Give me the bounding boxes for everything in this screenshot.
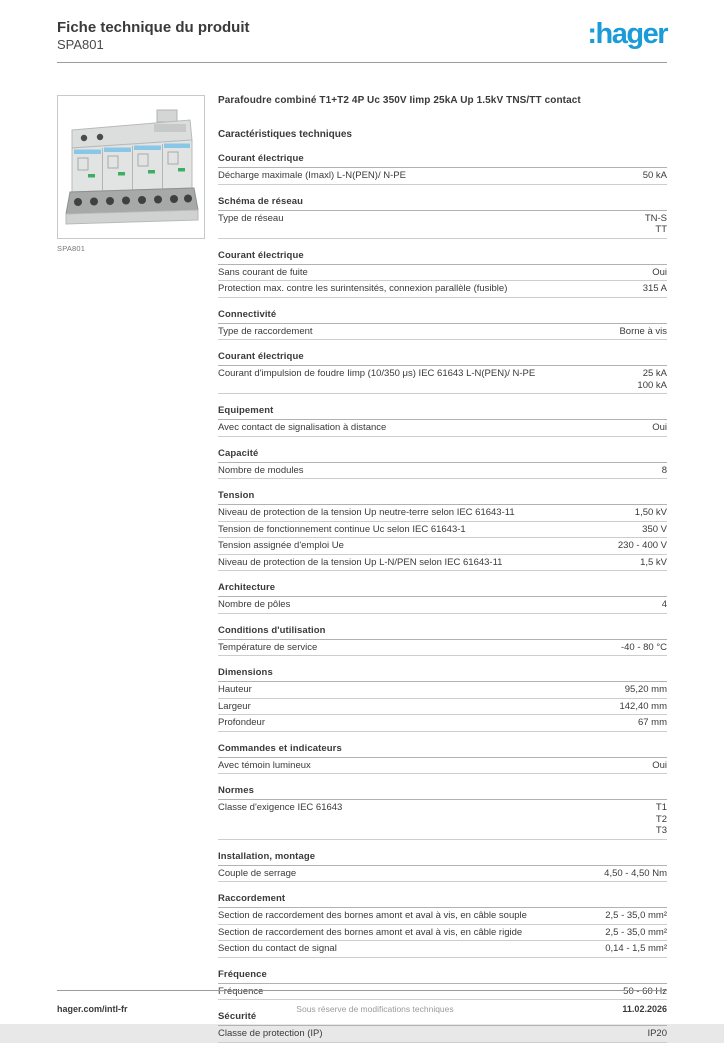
spec-row-value: 142,40 mm: [619, 700, 667, 712]
spec-row-values: [652, 267, 667, 279]
spec-section-heading: Fréquence: [218, 969, 667, 984]
spec-section: [218, 667, 667, 732]
spec-row: [218, 758, 667, 775]
spec-row-value: 67 mm: [637, 717, 667, 728]
spec-row: [218, 281, 667, 298]
spec-row-label: Avec contact de signalisation à distance: [218, 422, 387, 433]
spec-section-heading: Sécurité: [218, 1011, 667, 1026]
spec-section-heading: Commandes et indicateurs: [218, 743, 667, 758]
spec-section-heading: Raccordement: [218, 893, 667, 908]
spec-row-label: Tension assignée d'emploi Ue: [218, 540, 344, 551]
spec-row-label: Tension de fonctionnement continue Uc selon IEC 61643-1: [218, 523, 466, 535]
surge-protector-illustration: [58, 96, 204, 238]
spec-row-label: Avec témoin lumineux: [218, 759, 311, 771]
hager-logo: :hager: [587, 18, 667, 50]
spec-section-heading: Courant électrique: [218, 153, 667, 168]
spec-row: [218, 211, 667, 239]
spec-row-label: Type de réseau: [218, 212, 284, 224]
spec-row-value: 25 kA: [642, 368, 667, 379]
spec-row-values: [604, 868, 667, 880]
spec-row: [218, 168, 667, 185]
spec-row: [218, 941, 667, 958]
spec-section-heading: Courant électrique: [218, 351, 667, 366]
spec-row-value: 0,14 - 1,5 mm²: [605, 943, 667, 954]
spec-row-values: [647, 1028, 667, 1040]
spec-section-heading: Courant électrique: [218, 250, 667, 265]
spec-row-value: 1,50 kV: [634, 507, 667, 518]
spec-row-values: [642, 524, 667, 536]
spec-row: [218, 324, 667, 341]
spec-row-label: Niveau de protection de la tension Up L-N/PEN selon IEC 61643-11: [218, 556, 503, 568]
spec-row-value: 230 - 400 V: [617, 540, 667, 551]
spec-row-value: T2: [655, 813, 667, 825]
product-image: [57, 95, 205, 239]
product-image-column: [57, 95, 205, 1043]
spec-row-value: -40 - 80 °C: [620, 641, 667, 653]
spec-row-value: 4,50 - 4,50 Nm: [604, 867, 667, 879]
spec-row-values: [618, 540, 667, 552]
spec-row-value: 315 A: [642, 283, 667, 294]
spec-row-values: [643, 283, 667, 295]
spec-row-values: [656, 802, 667, 837]
spec-row-label: Protection max. contre les surintensités, connexion parallèle (fusible): [218, 283, 508, 294]
spec-row-value: T3: [655, 825, 667, 836]
spec-section: [218, 405, 667, 437]
spec-row-value: 50 kA: [642, 170, 667, 181]
product-code: SPA801: [57, 37, 104, 52]
spec-section: [218, 250, 667, 298]
spec-row-value: 2,5 - 35,0 mm²: [605, 926, 667, 938]
spec-row-values: [605, 943, 667, 955]
spec-section-heading: Equipement: [218, 405, 667, 420]
footer-url: hager.com/intl-fr: [57, 1004, 128, 1014]
spec-row: [218, 640, 667, 657]
spec-row-value: 8: [661, 464, 667, 476]
spec-row-value: Borne à vis: [619, 325, 667, 337]
spec-row-label: Nombre de pôles: [218, 599, 291, 610]
spec-section: [218, 893, 667, 958]
spec-row-values: [637, 368, 667, 391]
spec-section-heading: Architecture: [218, 582, 667, 597]
page-header: [57, 19, 667, 53]
spec-section: [218, 490, 667, 571]
spec-row: [218, 555, 667, 572]
spec-row: [218, 463, 667, 480]
spec-section: [218, 309, 667, 341]
product-title: Parafoudre combiné T1+T2 4P Uc 350V Iimp 25kA Up 1.5kV TNS/TT contact: [218, 95, 581, 106]
spec-row-label: Température de service: [218, 641, 318, 653]
spec-section-heading: Dimensions: [218, 667, 667, 682]
spec-row: [218, 597, 667, 614]
spec-section: [218, 625, 667, 657]
spec-section: [218, 448, 667, 480]
page-title: Fiche technique du produit: [57, 19, 250, 36]
spec-row: [218, 522, 667, 539]
spec-row: [218, 538, 667, 555]
spec-row-values: [662, 465, 667, 477]
spec-row: [218, 265, 667, 282]
spec-column: [218, 95, 667, 1043]
spec-section: [218, 1011, 667, 1043]
spec-row: [218, 925, 667, 942]
spec-row-value: Oui: [652, 759, 667, 771]
spec-section: [218, 785, 667, 840]
spec-row-label: Courant d'impulsion de foudre Iimp (10/350 μs) IEC 61643 L-N(PEN)/ N-PE: [218, 368, 536, 379]
spec-row-label: Fréquence: [218, 985, 264, 997]
spec-row-value: 100 kA: [637, 379, 667, 391]
spec-row-label: Section de raccordement des bornes amont et aval à vis, en câble souple: [218, 910, 527, 921]
spec-row-values: [619, 326, 667, 338]
spec-row: [218, 505, 667, 522]
spec-row-values: [645, 213, 667, 236]
spec-row-values: [619, 701, 667, 713]
spec-row-value: Oui: [652, 422, 667, 433]
spec-row-label: Section de raccordement des bornes amont et aval à vis, en câble rigide: [218, 926, 523, 938]
page-body: [57, 95, 667, 1043]
spec-row-values: [605, 910, 667, 922]
footer-date: 11.02.2026: [622, 1004, 667, 1014]
spec-row-label: Classe d'exigence IEC 61643: [218, 802, 343, 813]
spec-row-value: 95,20 mm: [624, 684, 667, 695]
spec-section: [218, 851, 667, 883]
spec-row-values: [643, 170, 667, 182]
spec-row-values: [635, 507, 667, 519]
spec-section: [218, 743, 667, 775]
footer-row: [57, 1004, 667, 1014]
footer-disclaimer: Sous réserve de modifications techniques: [296, 1004, 454, 1014]
spec-row-label: Profondeur: [218, 717, 266, 728]
spec-row: [218, 1026, 667, 1043]
spec-row-label: Classe de protection (IP): [218, 1028, 323, 1039]
spec-row-values: [638, 717, 667, 729]
spec-row-value: 350 V: [642, 523, 667, 535]
spec-section-heading: Connectivité: [218, 309, 667, 324]
spec-section-heading: Schéma de réseau: [218, 196, 667, 211]
spec-row-label: Couple de serrage: [218, 867, 297, 879]
spec-row-label: Niveau de protection de la tension Up neutre-terre selon IEC 61643-11: [218, 507, 515, 518]
spec-row-label: Section du contact de signal: [218, 943, 337, 954]
footer-divider: [57, 990, 667, 991]
spec-row: [218, 420, 667, 437]
spec-section: [218, 196, 667, 239]
spec-section-heading: Conditions d'utilisation: [218, 625, 667, 640]
spec-row-label: Type de raccordement: [218, 325, 313, 337]
spec-section-heading: Capacité: [218, 448, 667, 463]
spec-row: [218, 682, 667, 699]
spec-section: [218, 153, 667, 185]
spec-row-values: [652, 760, 667, 772]
spec-row-values: [605, 927, 667, 939]
spec-row-values: [625, 684, 667, 696]
spec-section: [218, 582, 667, 614]
characteristics-heading: Caractéristiques techniques: [218, 129, 352, 140]
spec-row-label: Largeur: [218, 700, 251, 712]
spec-row: [218, 366, 667, 394]
header-divider: [57, 62, 667, 63]
spec-section-heading: Installation, montage: [218, 851, 667, 866]
spec-row-value: Oui: [652, 266, 667, 278]
spec-row-values: [652, 422, 667, 434]
spec-row-values: [621, 642, 667, 654]
spec-row-value: TT: [655, 224, 667, 235]
spec-section: [218, 351, 667, 394]
spec-row-value: IP20: [647, 1028, 667, 1039]
spec-row-value: 4: [661, 599, 667, 610]
spec-sections: [218, 153, 667, 1043]
spec-row: [218, 715, 667, 732]
spec-row: [218, 699, 667, 716]
page-footer: [57, 990, 667, 1014]
spec-row-label: Sans courant de fuite: [218, 266, 308, 278]
spec-row-label: Décharge maximale (Imaxl) L-N(PEN)/ N-PE: [218, 170, 406, 181]
spec-row-value: 2,5 - 35,0 mm²: [605, 910, 667, 921]
spec-row-value: 50 - 60 Hz: [623, 985, 667, 997]
spec-row: [218, 866, 667, 883]
spec-row: [218, 800, 667, 840]
spec-row-values: [640, 557, 667, 569]
spec-section-heading: Tension: [218, 490, 667, 505]
spec-row-value: T1: [655, 802, 667, 813]
spec-row-label: Hauteur: [218, 684, 252, 695]
spec-row-label: Nombre de modules: [218, 464, 304, 476]
product-image-label: SPA801: [57, 244, 86, 253]
spec-row-value: TN-S: [644, 212, 667, 224]
spec-row-values: [662, 599, 667, 611]
spec-section-heading: Normes: [218, 785, 667, 800]
spec-row: [218, 908, 667, 925]
spec-row-value: 1,5 kV: [640, 556, 667, 568]
